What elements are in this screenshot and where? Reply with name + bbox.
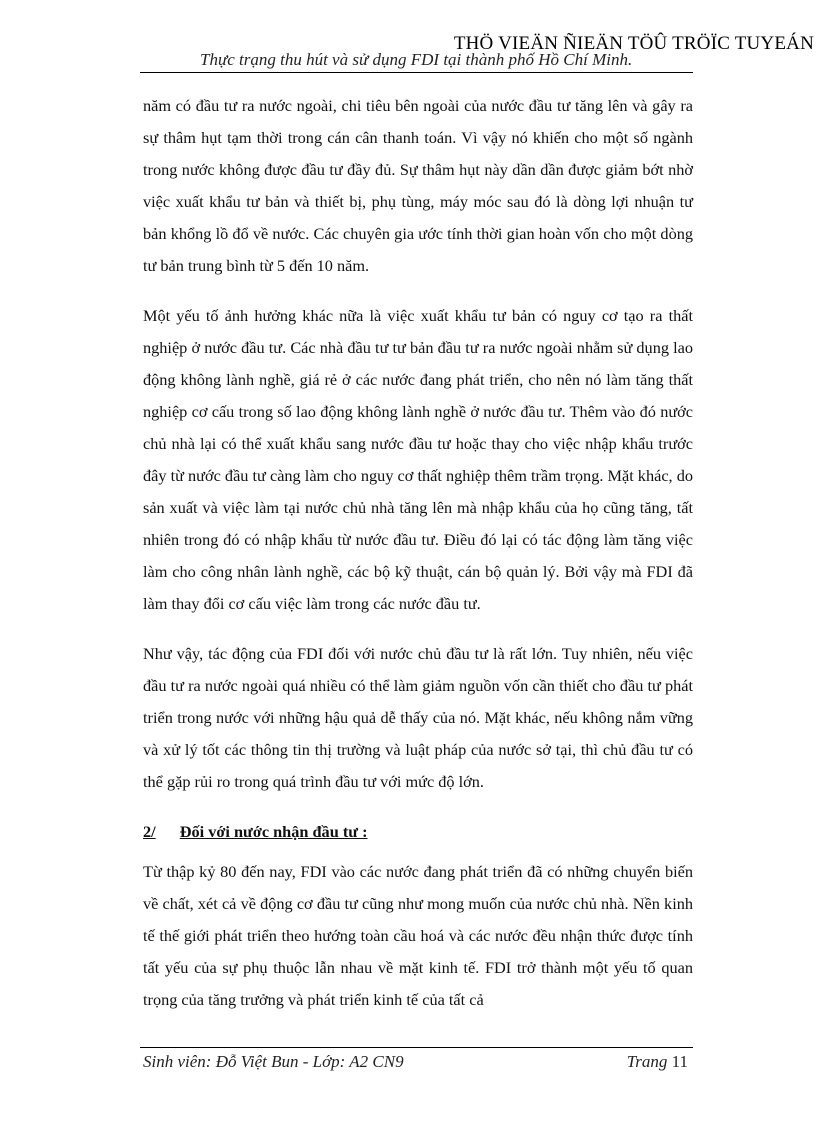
section-heading [143, 816, 693, 848]
footer-author: Sinh viên: Đỗ Việt Bun - Lớp: A2 CN9 [143, 1052, 404, 1071]
paragraph-2: Một yếu tố ảnh hưởng khác nữa là việc xuất khẩu tư bản có nguy cơ tạo ra thất nghiệp ở nước đầu tư. Các nhà đầu tư tư bản đầu tư ra nước ngoài nhằm sử dụng lao động không lành nghề, giá rẻ ở các nước đang phát triển, cho nên nó làm tăng thất nghiệp cơ cấu trong số lao động không lành nghề ở nước đầu tư. Thêm vào đó nước chủ nhà lại có thể xuất khẩu sang nước đầu tư hoặc thay cho việc nhập khẩu trước đây từ nước đầu tư càng làm cho nguy cơ thất nghiệp thêm trầm trọng. Mặt khác, do sản xuất và việc làm tại nước chủ nhà tăng lên mà nhập khẩu của họ cũng tăng, tất nhiên trong đó có nhập khẩu từ nước đầu tư. Điều đó lại có tác động làm tăng việc làm cho công nhân lành nghề, các bộ kỹ thuật, cán bộ quản lý. Bởi vậy mà FDI đã làm thay đổi cơ cấu việc làm trong các nước đầu tư. [143, 306, 693, 613]
section-number: 2/ [143, 822, 156, 841]
watermark-text: THÖ VIEÄN ÑIEÄN TÖÛ TRÖÏC TUYEÁN [453, 33, 814, 54]
footer-page [627, 1052, 688, 1072]
paragraph-1: năm có đầu tư ra nước ngoài, chi tiêu bên ngoài của nước đầu tư tăng lên và gây ra sự thâm hụt tạm thời trong cán cân thanh toán. Vì vậy nó khiến cho một số ngành trong nước không được đầu tư đầy đủ. Sự thâm hụt này dần dần được giảm bớt nhờ việc xuất khẩu tư bản và thiết bị, phụ tùng, máy móc sau đó là dòng lợi nhuận tư bản khổng lồ đổ về nước. Các chuyên gia ước tính thời gian hoàn vốn cho một dòng tư bản trung bình từ 5 đến 10 năm. [143, 96, 693, 275]
section-paragraph: Từ thập kỷ 80 đến nay, FDI vào các nước đang phát triển đã có những chuyển biến về chất, xét cả về động cơ đầu tư cũng như mong muốn của nước chủ nhà. Nền kinh tế thế giới phát triển theo hướng toàn cầu hoá và các nước đều nhận thức được tính tất yếu của sự phụ thuộc lẫn nhau về mặt kinh tế. FDI trở thành một yếu tố quan trọng của tăng trưởng và phát triển kinh tế của tất cả [143, 862, 693, 1009]
paragraph-3: Như vậy, tác động của FDI đối với nước chủ đầu tư là rất lớn. Tuy nhiên, nếu việc đầu tư ra nước ngoài quá nhiều có thể làm giảm nguồn vốn cần thiết cho đầu tư phát triển trong nước với những hậu quả dễ thấy của nó. Mặt khác, nếu không nắm vững và xử lý tốt các thông tin thị trường và luật pháp của nước sở tại, thì chủ đầu tư có thể gặp rủi ro trong quá trình đầu tư với mức độ lớn. [143, 644, 693, 791]
document-body [143, 90, 693, 1034]
header-rule [140, 72, 693, 73]
running-header-title: Thực trạng thu hút và sử dụng FDI tại thành phố Hồ Chí Minh. [200, 50, 633, 69]
footer-page-label: Trang [626, 1052, 668, 1071]
page-footer [143, 1052, 688, 1072]
section-title: Đối với nước nhận đầu tư : [179, 822, 368, 841]
footer-rule [140, 1047, 693, 1048]
footer-page-number: 11 [671, 1052, 688, 1071]
